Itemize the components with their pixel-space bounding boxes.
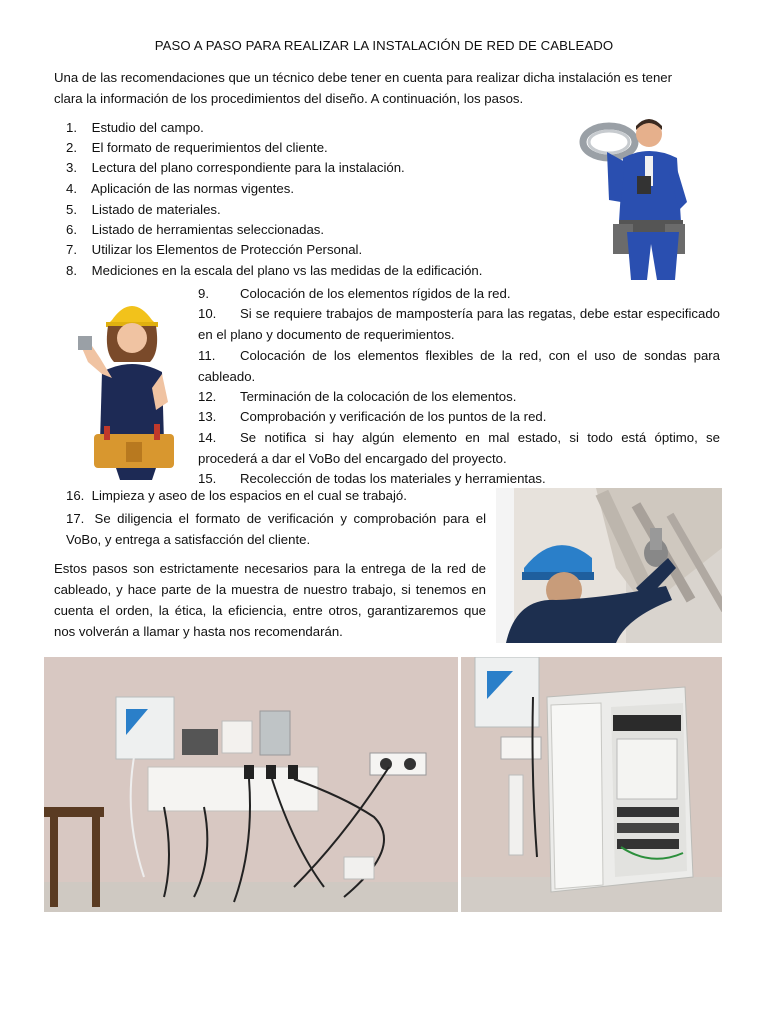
technician-man-photo bbox=[579, 112, 689, 280]
closing-paragraph: Estos pasos son estrictamente necesarios para la entrega de la red de cableado, y hace parte de la muestra de nuestro trabajo, si tenemos en cuenta el orden, la ética, la eficiencia, entre otros, garantizaremos que nos volverán a llamar y hasta nos recomendarán. bbox=[54, 561, 486, 639]
rack-cabinet-photo bbox=[461, 657, 722, 912]
step-7: 7. Utilizar los Elementos de Protección Personal. bbox=[66, 242, 363, 257]
step-5: 5. Listado de materiales. bbox=[66, 202, 221, 217]
intro-line-1: Una de las recomendaciones que un técnico debe tener en cuenta para realizar dicha instalación es tener bbox=[54, 70, 673, 85]
step-8: 8. Mediciones en la escala del plano vs las medidas de la edificación. bbox=[66, 263, 483, 278]
step-16: 16. Limpieza y aseo de los espacios en el cual se trabajó. bbox=[66, 488, 407, 503]
step-9: 9. Colocación de los elementos rígidos de la red. bbox=[198, 286, 511, 301]
step-6: 6. Listado de herramientas seleccionadas. bbox=[66, 222, 325, 237]
step-11: 11. Colocación de los elementos flexibles de la red, con el uso de sondas para cableado. bbox=[198, 348, 720, 384]
intro-line-2: clara la información de los procedimientos del diseño. A continuación, los pasos. bbox=[54, 91, 524, 106]
technician-ceiling-photo bbox=[496, 488, 722, 643]
step-2: 2. El formato de requerimientos del cliente. bbox=[66, 140, 328, 155]
step-15: 15. Recolección de todas los materiales y herramientas. bbox=[198, 471, 546, 486]
step-13: 13. Comprobación y verificación de los puntos de la red. bbox=[198, 409, 547, 424]
intro-paragraph bbox=[54, 67, 722, 109]
step-12: 12. Terminación de la colocación de los elementos. bbox=[198, 389, 517, 404]
step-4: 4. Aplicación de las normas vigentes. bbox=[66, 181, 294, 196]
document-title: PASO A PASO PARA REALIZAR LA INSTALACIÓN DE RED DE CABLEADO bbox=[154, 38, 614, 53]
step-10: 10. Si se requiere trabajos de mampostería para las regatas, debe estar especificado en el plano y documento de requerimientos. bbox=[198, 306, 720, 342]
wall-wiring-photo bbox=[44, 657, 458, 912]
step-1: 1. Estudio del campo. bbox=[66, 120, 204, 135]
step-17: 17. Se diligencia el formato de verificación y comprobación para el VoBo, y entrega a satisfacción del cliente. bbox=[66, 511, 487, 547]
technician-woman-photo bbox=[64, 292, 180, 480]
step-14: 14. Se notifica si hay algún elemento en mal estado, si todo está óptimo, se procederá a dar el VoBo del encargado del proyecto. bbox=[198, 430, 720, 466]
step-3: 3. Lectura del plano correspondiente para la instalación. bbox=[66, 160, 405, 175]
